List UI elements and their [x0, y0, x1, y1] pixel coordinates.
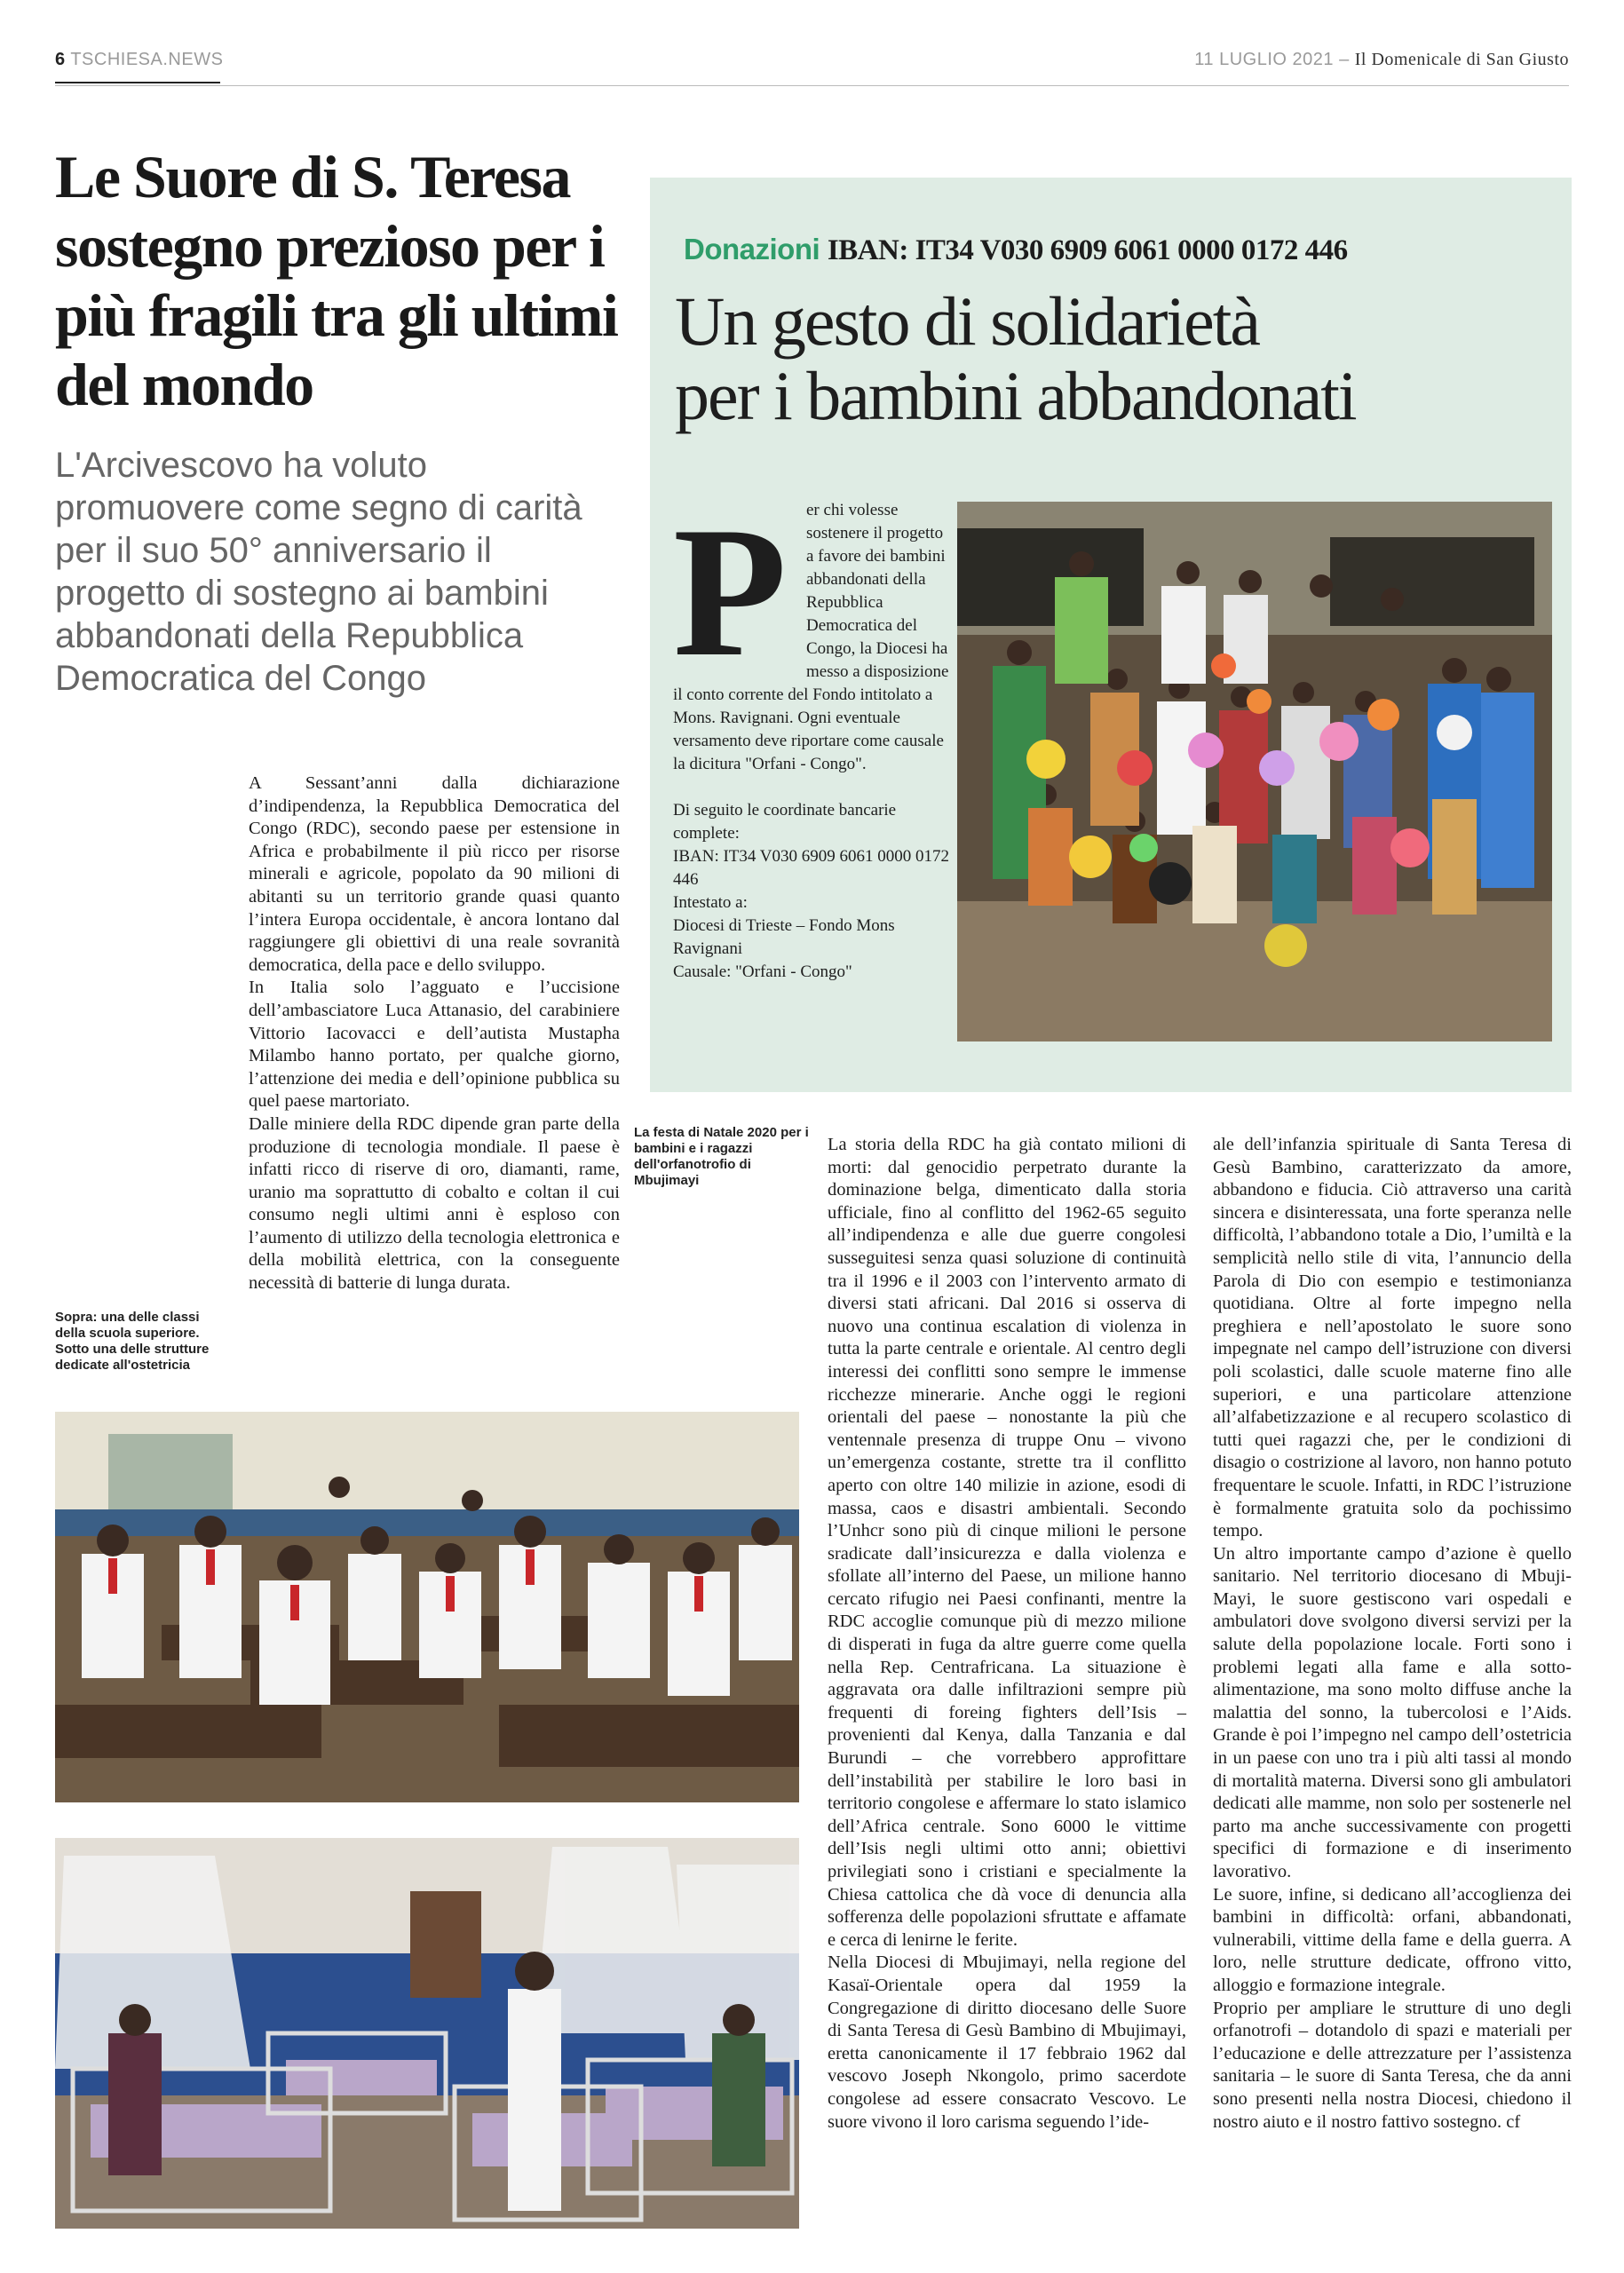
donation-intestato: Diocesi di Trieste – Fondo Mons Ravignani: [673, 916, 895, 958]
maternity-ward-photo: [55, 1838, 799, 2229]
donation-intro: er chi volesse sostenere il progetto a favore dei bambini abbandonati della Repubblica Democratica del Congo, la Diocesi ha messo a disposizione il conto corrente del Fondo intitolato a Mons. Ravignani. Ogni eventuale versamento deve riportare come causale la dicitura "Orfani - Congo".: [673, 501, 949, 773]
donation-title: [675, 284, 1563, 433]
article-subtitle: L'Arcivescovo ha voluto promuovere come segno di carità per il suo 50° anniversario il progetto di sostegno ai bambini abbandonati della Repubblica Democratica del Congo: [55, 446, 582, 698]
col3-p2: Un altro importante campo d’azione è quello sanitario. Nel territorio diocesano di Mbuji-Mayi, le suore gestiscono vari ospedali e ambulatori dove svolgono diversi servizi per la salute della popolazione locale. Forti sono i problemi legati alla fame e alla sotto-alimentazione, ma sono molto diffuse anche la malattia del sonno, la tubercolosi e l’Aids. Grande è poi l’impegno nel campo dell’ostetricia in un paese con uno tra i più alti tassi al mondo di mortalità materna. Diversi sono gli ambulatori dedicati alle mamme, non solo per sostenerle nel parto ma anche successivamente con progetti specifici di formazione e di inserimento lavorativo.: [1213, 1543, 1572, 1881]
col1-p2: In Italia solo l’agguato e l’uccisione dell’ambasciatore Luca Attanasio, del carabiniere Vittorio Iacovacci e dell’autista Mustapha Milambo hanno portato, per qualche giorno, l’attenzione dei media e dell’opinione pubblica su quel paese martoriato.: [249, 978, 620, 1112]
col3-p1: ale dell’infanzia spirituale di Santa Teresa di Gesù Bambino, caratterizzato da amore, abbandono e fiducia. Ciò attraverso una carità sincera e disinteressata, una forte speranza nelle difficoltà, l’abbandono totale a Dio, l’umiltà e la semplicità nello stile di vita, l’annuncio della Parola di Dio con esempio e testimonianza quotidiana. Oltre al forte impegno nella preghiera e nell’apostolato le suore sono impegnate nel campo dell’istruzione con diversi poli scolastici, dalle scuole materne fino alle superiori, e una particolare attenzione all’alfabetizzazione e al recupero scolastico di tutti quei ragazzi che, per le condizioni di disagio o costrizione al lavoro, non hanno potuto frequentare le scuole. Infatti, in RDC l’istruzione è formalmente gratuita solo da pochissimo tempo.: [1213, 1135, 1572, 1541]
site-name: TSCHIESA.NEWS: [70, 50, 224, 69]
col2-p1: La storia della RDC ha già contato milioni di morti: dal genocidio perpetrato durante la dominazione belga, dimenticato dalla storia ufficiale, fino al conflitto del 1962-65 seguito all’indipendenza e alle due guerre congolesi susseguitesi senza quasi soluzione di continuità tra il 1996 e il 2003 con l’intervento armato di diversi stati africani. Dal 2016 si osserva di nuovo una continua escalation di violenza in tutta la parte centrale e orientale. Al centro degli interessi dei conflitti sono sempre le immense ricchezze minerarie. Anche oggi le regioni orientali del paese – nonostante la più che ventennale presenza di truppe Onu – vivono un’emergenza costante, strette tra il conflitto aperto con oltre 140 milizie in azione, esodi di massa, caos e disastri ambientali. Secondo l’Unhcr sono più di cinque milioni le persone sradicate dall’insicurezza e dalla violenza e sfollate all’interno del Paese, un milione hanno cercato rifugio nei Paesi confinanti, mentre la RDC accoglie comunque più di mezzo milione di disperati in fuga da altre guerre come quella nella Rep. Centrafricana. La situazione è aggravata ora dalle infiltrazioni sempre più frequenti di foreing fighters dell’Isis – provenienti dal Kenya, dalla Tanzania e dal Burundi – che vorrebbero approfittare dell’instabilità per stabilire le loro basi in territorio congolese e affermare lo stato islamico dell’Africa centrale. Sono 6000 le vittime dell’Isis negli ultimi otto anni; obiettivi privilegiati sono i cristiani e specialmente la Chiesa cattolica che dà voce di denuncia alla sofferenza delle popolazioni sfruttate e affamate e cerca di lenirne le ferite.: [828, 1135, 1186, 1950]
col1-p3: Dalle miniere della RDC dipende gran parte della produzione di tecnologia mondiale. Il paese è infatti ricco di riserve di oro, diamanti, rame, uranio ma soprattutto di cobalto e coltan il cui consumo negli ultimi anni è esploso con l’aumento di utilizzo della tecnologia elettronica e della mobilità elettrica, con la conseguente necessità di batterie di lunga durata.: [249, 1113, 620, 1294]
caption-left: Sopra: una delle classi della scuola superiore. Sotto una delle strutture dedicate all'ostetricia: [55, 1310, 210, 1373]
paper-name: Il Domenicale di San Giusto: [1354, 50, 1569, 69]
page-header-left: [55, 50, 223, 70]
donation-causale: Causale: "Orfani - Congo": [673, 962, 852, 981]
article-col1: [249, 772, 620, 1295]
col3-p3: Le suore, infine, si dedicano all’accoglienza dei bambini in difficoltà: orfani, abbandonati, vulnerabili, vittime della fame e della guerra. A loro, nelle strutture dedicate, offrono vitto, alloggio e formazione integrale.: [1213, 1884, 1572, 1995]
donation-label-line: [684, 233, 1554, 267]
article-col2: [828, 1134, 1186, 2134]
header-underline: [55, 82, 220, 83]
classroom-photo: [55, 1412, 799, 1802]
donation-kicker: Donazioni: [684, 233, 820, 265]
donation-coords-intro: Di seguito le coordinate bancarie complete:: [673, 801, 897, 843]
donation-iban-header: IBAN: IT34 V030 6909 6061 0000 0172 446: [827, 234, 1348, 266]
donation-text: [673, 489, 953, 984]
donation-iban-full: IBAN: IT34 V030 6909 6061 0000 0172 446: [673, 847, 950, 889]
dropcap-letter: P: [673, 489, 788, 695]
col1-p1: A Sessant’anni dalla dichiarazione d’indipendenza, la Repubblica Democratica del Congo (RDC), secondo paese per estensione in Africa e probabilmente il più ricco per risorse minerali e agricole, popolato da 90 milioni di abitanti su un territorio grande quasi quanto l’intera Europa occidentale, è ancora lontano dal raggiungere gli obiettivi di una reale sovranità democratica, della pace e dello sviluppo.: [249, 773, 620, 975]
christmas-party-photo: [957, 502, 1552, 1041]
issue-date: 11 LUGLIO 2021 –: [1194, 50, 1350, 69]
col3-p4: Proprio per ampliare le strutture di uno degli orfanotrofi – dotandolo di spazi e materiali per l’educazione e delle attrezzature per l’assistenza sanitaria – le suore di Santa Teresa, che da anni sono presenti nella nostra Diocesi, chiedono il nostro aiuto e il nostro fattivo sostegno. cf: [1213, 1998, 1572, 2132]
article-col3: [1213, 1134, 1572, 2134]
page-header-right: [1194, 50, 1569, 70]
article-title: Le Suore di S. Teresa sostegno prezioso per i più fragili tra gli ultimi del mondo: [55, 143, 618, 418]
header-rule: [55, 85, 1569, 86]
col2-p2: Nella Diocesi di Mbujimayi, nella regione del Kasaï-Orientale opera dal 1959 la Congregazione di diritto diocesano delle Suore di Santa Teresa di Gesù Bambino di Mbujimayi, eretta canonicamente il 17 febbraio 1962 dal vescovo Joseph Nkongolo, primo sacerdote congolese ad essere consacrato Vescovo. Le suore vivono il loro carisma seguendo l’ide-: [828, 1952, 1186, 2132]
donation-title-line2: per i bambini abbandonati: [675, 357, 1356, 434]
donation-intestato-label: Intestato a:: [673, 893, 748, 912]
caption-mid: La festa di Natale 2020 per i bambini e i ragazzi dell'orfanotrofio di Mbujimayi: [634, 1125, 809, 1188]
page-number: 6: [55, 50, 66, 69]
article-headline: [55, 142, 632, 419]
donation-title-line1: Un gesto di solidarietà: [675, 282, 1260, 360]
